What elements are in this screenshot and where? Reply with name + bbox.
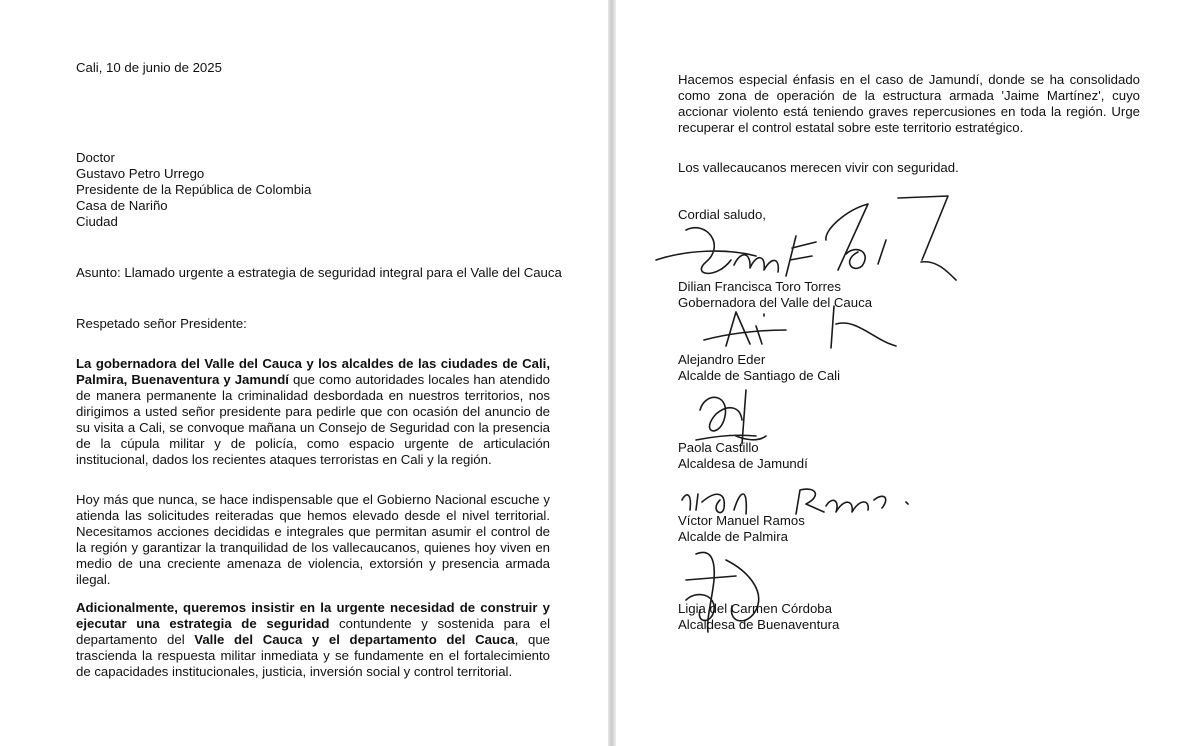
closing: Cordial saludo,	[678, 207, 766, 222]
signatory-name: Dilian Francisca Toro Torres	[678, 279, 841, 294]
recipient-name: Gustavo Petro Urrego	[76, 166, 205, 181]
text-segment: Hoy más que nunca, se hace indispensable que el Gobierno Nacional escuche y atienda las solicitudes reiteradas que hemos elevado desde el nivel territorial. Necesitamos acciones decididas e integrales que permitan asumir el control de la región y garantizar la tranquilidad de los vallecaucanos, quienes hoy viven en medio de una creciente amenaza de violencia, extorsión y presencia armada ilegal.	[76, 492, 550, 587]
letter-date: Cali, 10 de junio de 2025	[76, 60, 222, 75]
text-segment: que como autoridades locales han atendido de manera permanente la criminalidad desbordada en nuestros territorios, nos dirigimos a usted señor presidente para pedirle que con ocasión del anuncio de su visita a Cali, se convoque mañana un Consejo de Seguridad con la presencia de la cúpula militar y de policía, como espacio urgente de articulación institucional, dados los recientes ataques terroristas en Cali y la región.	[76, 372, 550, 467]
paragraph-2	[76, 492, 550, 588]
bold-text-segment: Adicionalmente, queremos insistir en la urgente necesidad de construir y ejecutar una estrategia de seguridad	[76, 600, 550, 631]
signatory-name: Paola Castillo	[678, 440, 759, 455]
letter-page-2	[616, 0, 1200, 746]
signatory-role: Alcalde de Santiago de Cali	[678, 368, 841, 383]
signatory-role: Alcalde de Palmira	[678, 529, 788, 544]
paragraph-3	[76, 600, 550, 680]
recipient-salutation: Doctor	[76, 150, 115, 165]
letter-subject: Asunto: Llamado urgente a estrategia de seguridad integral para el Valle del Cauca	[76, 265, 562, 280]
letter-greeting: Respetado señor Presidente:	[76, 316, 247, 331]
recipient-title: Presidente de la República de Colombia	[76, 182, 312, 197]
signatory-name: Ligia del Carmen Córdoba	[678, 601, 832, 616]
signatory-role: Gobernadora del Valle del Cauca	[678, 295, 873, 310]
signatory-name: Víctor Manuel Ramos	[678, 513, 805, 528]
recipient-city: Ciudad	[76, 214, 118, 229]
bold-text-segment: Valle del Cauca y el departamento del Cauca	[194, 632, 515, 647]
signatory-role: Alcaldesa de Buenaventura	[678, 617, 840, 632]
paragraph-1	[76, 356, 550, 468]
paragraph-5: Los vallecaucanos merecen vivir con seguridad.	[678, 160, 959, 175]
paragraph-4: Hacemos especial énfasis en el caso de Jamundí, donde se ha consolidado como zona de operación de la estructura armada 'Jaime Martínez', cuyo accionar violento está teniendo graves repercusiones en toda la región. Urge recuperar el control estatal sobre este territorio estratégico.	[678, 72, 1140, 135]
signatory-role: Alcaldesa de Jamundí	[678, 456, 808, 471]
text-segment: contundente y sostenida para el departamento del	[76, 616, 550, 647]
bold-text-segment: La gobernadora del Valle del Cauca y los alcaldes de las ciudades de Cali, Palmira, Buenaventura y Jamundí	[76, 356, 550, 387]
text-segment: , que trascienda la respuesta militar inmediata y se fundamente en el fortalecimiento de capacidades institucionales, justicia, inversión social y control territorial.	[76, 632, 551, 679]
signatory-name: Alejandro Eder	[678, 352, 766, 367]
recipient-office: Casa de Nariño	[76, 198, 168, 213]
page-gutter	[608, 0, 616, 746]
